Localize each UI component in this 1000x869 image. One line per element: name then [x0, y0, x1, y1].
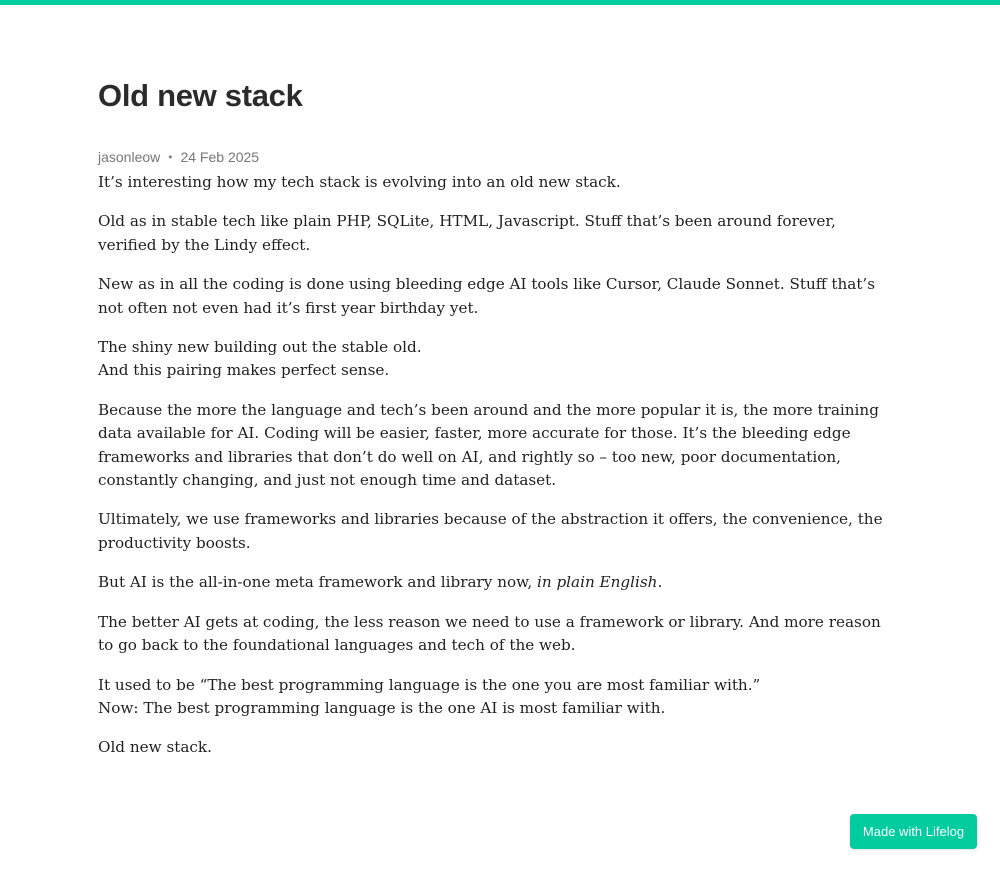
italic-text: in plain English	[536, 573, 658, 592]
paragraph: It’s interesting how my tech stack is evolving into an old new stack.	[98, 173, 621, 191]
paragraph-line: It used to be “The best programming language is the one you are most familiar with.”	[98, 675, 761, 694]
made-with-lifelog-button[interactable]: Made with Lifelog	[850, 814, 977, 849]
paragraph: Old new stack.	[98, 738, 212, 757]
paragraph	[98, 571, 898, 594]
author-link[interactable]: jasonleow	[98, 149, 161, 165]
paragraph-line: And this pairing makes perfect sense.	[98, 361, 390, 380]
paragraph: The better AI gets at coding, the less reason we need to use a framework or library. And more reason to go back to the foundational languages and tech of the web.	[98, 612, 881, 655]
paragraph-line: Now: The best programming language is the one AI is most familiar with.	[98, 698, 666, 717]
top-accent-bar	[0, 0, 1000, 5]
paragraph	[98, 336, 898, 383]
paragraph-line: The shiny new building out the stable old.	[98, 338, 422, 357]
paragraph: Ultimately, we use frameworks and libraries because of the abstraction it offers, the convenience, the productivity boosts.	[98, 510, 883, 552]
meta-separator: •	[168, 150, 173, 164]
paragraph-text: But AI is the all-in-one meta framework and library now,	[98, 573, 537, 592]
paragraph: New as in all the coding is done using bleeding edge AI tools like Cursor, Claude Sonnet. Stuff that’s not often not even had it’s first year birthday yet.	[98, 275, 876, 317]
post-date: 24 Feb 2025	[180, 149, 260, 165]
paragraph: Because the more the language and tech’s been around and the more popular it is, the more training data available for AI. Coding will be easier, faster, more accurate for those. It’s the bleeding edge frameworks and libraries that don’t do well on AI, and rightly so – too new, poor documentation, constantly changing, and just not enough time and dataset.	[98, 400, 879, 490]
paragraph-text: .	[657, 573, 663, 592]
post-meta	[98, 147, 898, 167]
paragraph	[98, 674, 898, 721]
post-article	[98, 70, 898, 776]
paragraph: Old as in stable tech like plain PHP, SQLite, HTML, Javascript. Stuff that’s been around forever, verified by the Lindy effect.	[98, 212, 836, 254]
post-title: Old new stack	[98, 78, 303, 113]
post-body	[98, 171, 898, 760]
